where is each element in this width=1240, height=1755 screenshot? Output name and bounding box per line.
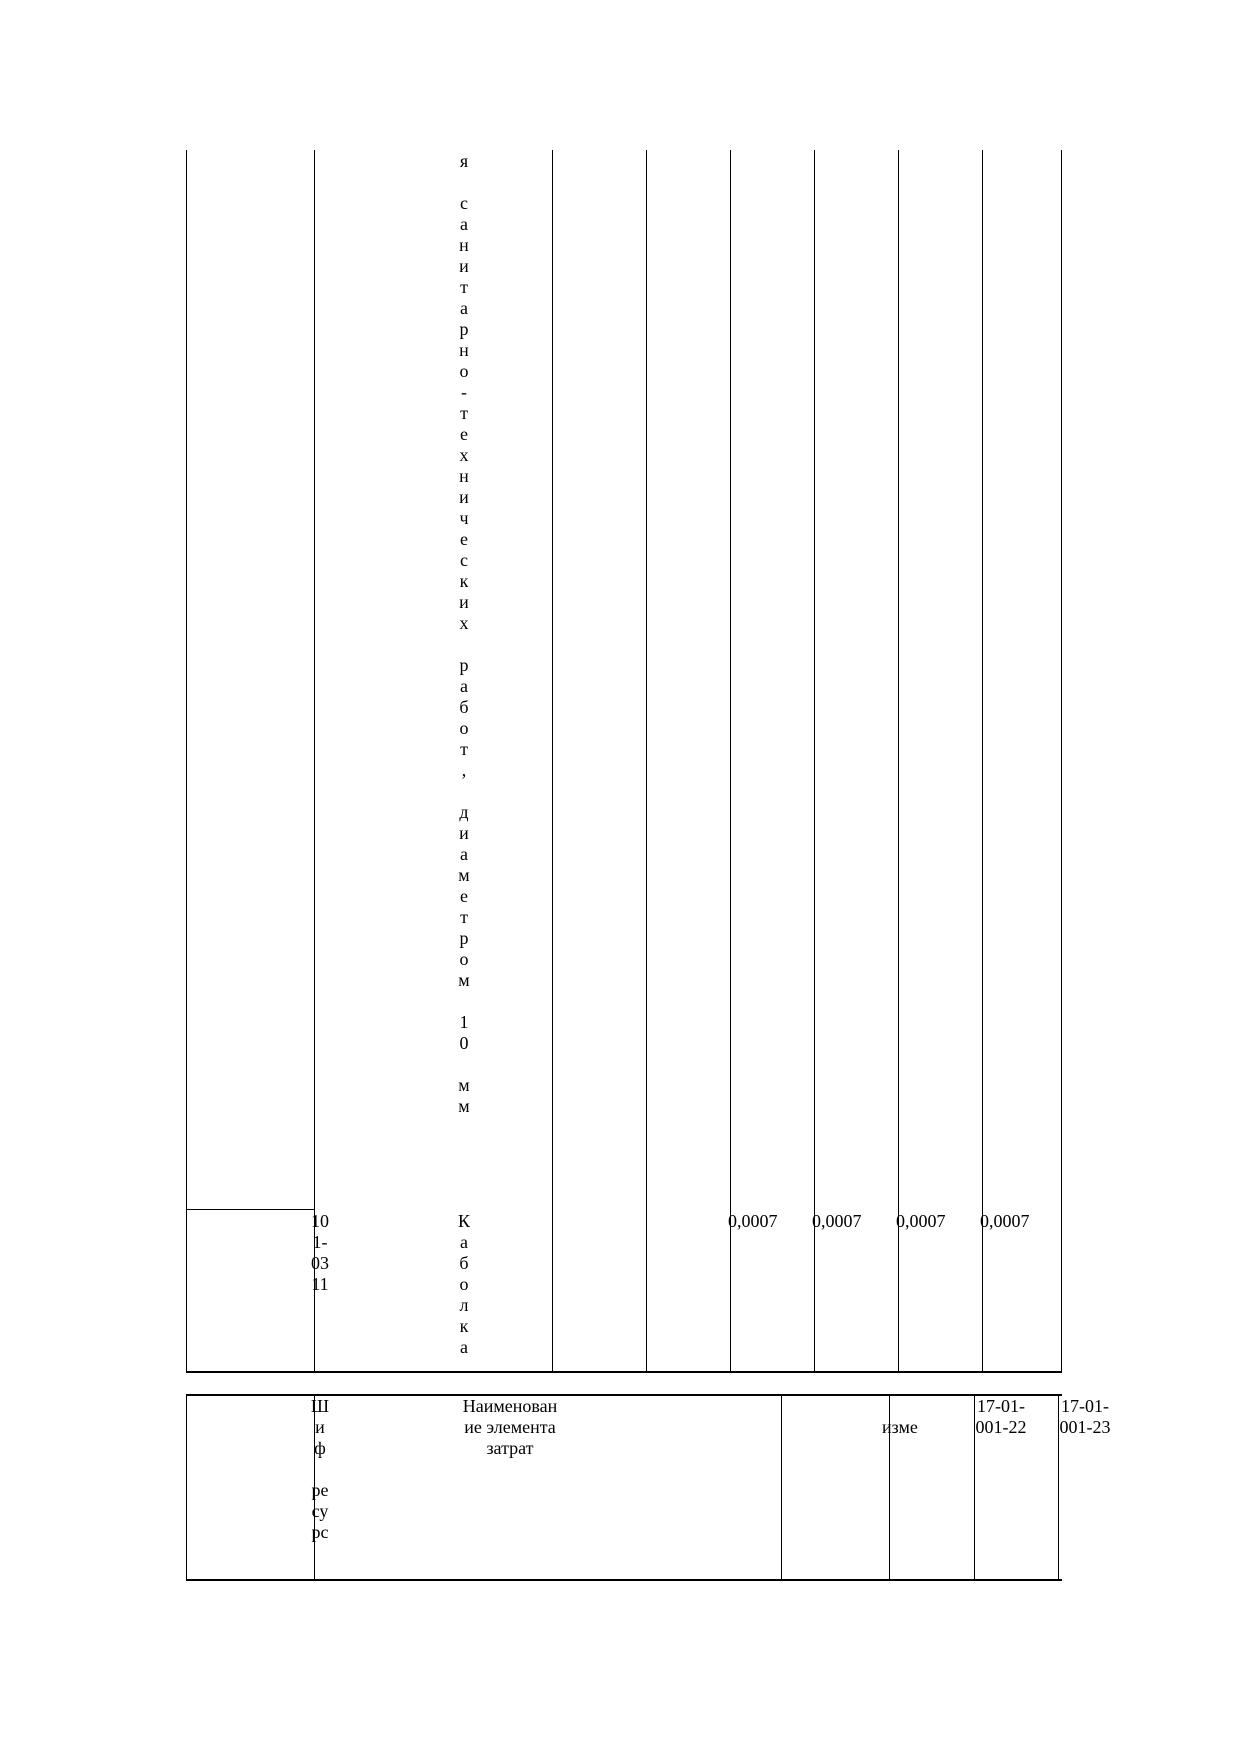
text-glyph: т <box>460 907 468 927</box>
table-1-rule <box>314 150 315 1372</box>
text-glyph: с <box>460 550 468 570</box>
table-1-rule <box>982 150 983 1372</box>
table-1-rule <box>730 150 731 1372</box>
text-glyph: н <box>459 235 469 255</box>
text-glyph: а <box>460 1232 468 1252</box>
text-glyph: о <box>459 1274 469 1294</box>
text-glyph <box>444 991 484 1012</box>
row-name <box>444 1211 484 1358</box>
text-glyph: р <box>459 655 469 675</box>
header-name: Наименован ие элемента затрат <box>462 1396 558 1458</box>
text-glyph: о <box>459 949 469 969</box>
table-1-rule <box>552 150 553 1372</box>
header-cipher: Ш и ф ре су рс <box>310 1396 330 1542</box>
text-glyph: т <box>460 403 468 423</box>
text-glyph: и <box>459 592 469 612</box>
text-glyph: к <box>459 1316 469 1336</box>
text-glyph: х <box>459 445 469 465</box>
text-glyph: и <box>459 823 469 843</box>
text-glyph: и <box>459 256 469 276</box>
table-2-border-bottom <box>186 1579 1062 1581</box>
table-2-rule <box>781 1394 782 1581</box>
table-1-border-bottom <box>186 1371 1062 1373</box>
text-glyph: а <box>460 1337 468 1357</box>
table-1-rule <box>814 150 815 1372</box>
text-glyph: м <box>458 970 470 990</box>
text-glyph: т <box>460 277 468 297</box>
table-1-row-separator <box>186 1209 314 1210</box>
text-glyph: м <box>458 1096 470 1116</box>
text-glyph: 0 <box>459 1033 469 1053</box>
row-value-1: 0,0007 <box>728 1211 778 1231</box>
table-1-border-right <box>1061 150 1062 1372</box>
row-value-3: 0,0007 <box>896 1211 946 1231</box>
text-glyph: х <box>459 613 469 633</box>
table-1-border-left <box>186 150 187 1372</box>
text-glyph: а <box>460 298 468 318</box>
text-glyph: а <box>460 214 468 234</box>
text-glyph <box>444 1054 484 1075</box>
table-1-rule <box>898 150 899 1372</box>
text-glyph: а <box>460 676 468 696</box>
text-glyph <box>444 172 484 193</box>
text-glyph: с <box>460 193 468 213</box>
text-glyph: к <box>459 571 469 591</box>
text-glyph: о <box>459 718 469 738</box>
table-1-rule <box>646 150 647 1372</box>
text-glyph: р <box>459 928 469 948</box>
text-glyph: т <box>460 739 468 759</box>
text-glyph: а <box>460 844 468 864</box>
text-glyph: е <box>460 886 468 906</box>
text-glyph: - <box>461 382 467 402</box>
text-glyph: , <box>461 760 467 780</box>
text-glyph: л <box>459 1295 469 1315</box>
text-glyph: о <box>459 361 469 381</box>
text-glyph: я <box>459 151 469 171</box>
table-2-border-left <box>186 1394 187 1581</box>
text-glyph: е <box>460 424 468 444</box>
text-glyph: д <box>459 802 469 822</box>
header-unit: изме <box>882 1417 918 1437</box>
row-value-2: 0,0007 <box>812 1211 862 1231</box>
text-glyph: м <box>458 865 470 885</box>
text-glyph <box>444 781 484 802</box>
row-code: 10 1- 03 11 <box>311 1211 329 1294</box>
text-glyph: и <box>459 487 469 507</box>
header-col-17-01-001-22: 17-01- 001-22 <box>975 1396 1027 1437</box>
continued-description <box>444 151 484 1117</box>
text-glyph: м <box>458 1075 470 1095</box>
text-glyph: н <box>459 466 469 486</box>
text-glyph: б <box>459 1253 469 1273</box>
text-glyph: 1 <box>459 1012 469 1032</box>
row-value-4: 0,0007 <box>980 1211 1030 1231</box>
header-col-17-01-001-23: 17-01- 001-23 <box>1059 1396 1111 1437</box>
text-glyph: н <box>459 340 469 360</box>
text-glyph: К <box>457 1211 470 1231</box>
text-glyph: б <box>459 697 469 717</box>
text-glyph: р <box>459 319 469 339</box>
text-glyph: ч <box>459 508 469 528</box>
text-glyph <box>444 634 484 655</box>
text-glyph: е <box>460 529 468 549</box>
